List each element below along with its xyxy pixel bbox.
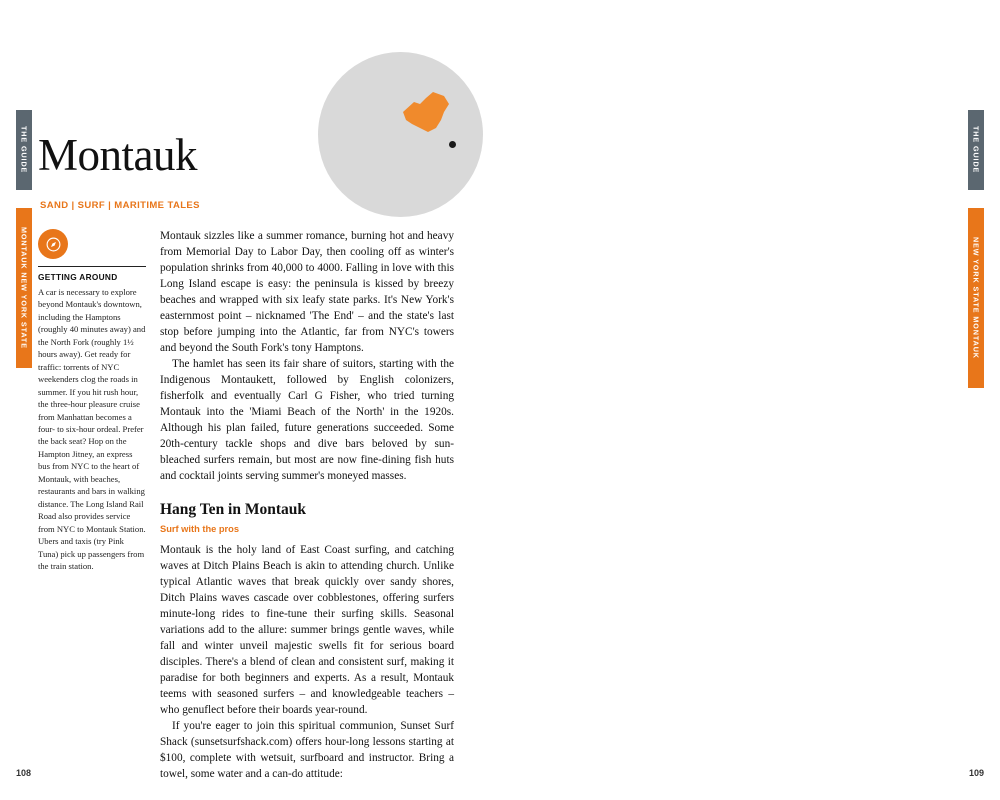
intro-paragraph-2: The hamlet has seen its fair share of suitors, starting with the Indigenous Montaukett, followed by English colonizers, fisherfolk and eventually Carl G Fisher, who tried turning Montauk into the 'Miami Beach of the North' in the 1920s. Although his plan failed, future generations succeeded. Some 20th-century tackle shops and dive bars beloved by sun-bleached surfers remain, but most are now fine-dining fish huts and cocktail joints serving summer's moneyed masses. (160, 358, 454, 483)
divider (38, 266, 146, 267)
location-dot (449, 141, 456, 148)
body-paragraph-1: Montauk is the holy land of East Coast surfing, and catching waves at Ditch Plains Beach is akin to attending church. Unlike typical Atlantic waves that break quickly over sandy shores, Ditch Plains waves cascade over cobblestones, offering surfers minute-long rides to fine-tune their surfing skills. Seasonal variations add to the allure: summer brings gentle waves, while fall and winter unveil majestic swells fit for serious board disciples. There's a blend of clean and consistent surf, making it paradise for both beginners and experts. As a result, Montauk teems with seasoned surfers – and knowledgeable teachers – who genuflect before their boards year-round. (160, 543, 454, 716)
compass-icon (38, 229, 68, 259)
folio-left: 108 (16, 768, 32, 778)
page-kicker: SAND | SURF | MARITIME TALES (40, 200, 200, 211)
side-tab-guide-right: THE GUIDE (968, 110, 984, 190)
side-tab-guide-left: THE GUIDE (16, 110, 32, 190)
getting-around-heading: GETTING AROUND (38, 272, 118, 282)
section-kicker: Surf with the pros (160, 523, 240, 534)
side-tab-state-left: MONTAUK NEW YORK STATE (16, 208, 32, 368)
side-tab-state-right: NEW YORK STATE MONTAUK (968, 208, 984, 388)
folio-right: 109 (968, 768, 984, 778)
getting-around-box (38, 229, 146, 572)
new-york-state-shape (400, 90, 452, 136)
intro-paragraph-1: Montauk sizzles like a summer romance, burning hot and heavy from Memorial Day to Labor Day, then cooling off as winter's population shrinks from 40,000 to 4000. Falling in love with this Long Island escape is easy: the peninsula is kissed by breezy beaches and wrapped with six leafy state parks. It's New York's easternmost point – nicknamed 'The End' – and the state's last stop before jumping into the Atlantic, far from NYC's towers and beyond the South Fork's tony Hamptons. (160, 230, 454, 355)
left-main-column (160, 228, 454, 782)
section-heading: Hang Ten in Montauk (160, 500, 307, 518)
page-title: Montauk (38, 130, 197, 180)
getting-around-body: A car is necessary to explore beyond Montauk's downtown, including the Hamptons (roughly 40 minutes away) and the North Fork (roughly 1½ hours away). Get ready for traffic: torrents of NYC weekenders clog the roads in summer. If you hit rush hour, the three-hour pleasure cruise from Manhattan becomes a four- to six-hour ordeal. Prefer the back seat? Hop on the Hampton Jitney, an express bus from NYC to the heart of Montauk, with beaches, restaurants and bars in walking distance. The Long Island Rail Road also provides service from NYC to Montauk Station. Ubers and taxis (try Pink Tuna) pick up passengers from the train station. (38, 287, 146, 571)
body-paragraph-2: If you're eager to join this spiritual communion, Sunset Surf Shack (sunsetsurfshack.com) offers hour-long lessons starting at $100, complete with wetsuit, surfboard and instructor. Bring a towel, some water and a can-do attitude: (160, 720, 454, 781)
right-page (500, 0, 1000, 800)
locator-globe (318, 52, 483, 217)
